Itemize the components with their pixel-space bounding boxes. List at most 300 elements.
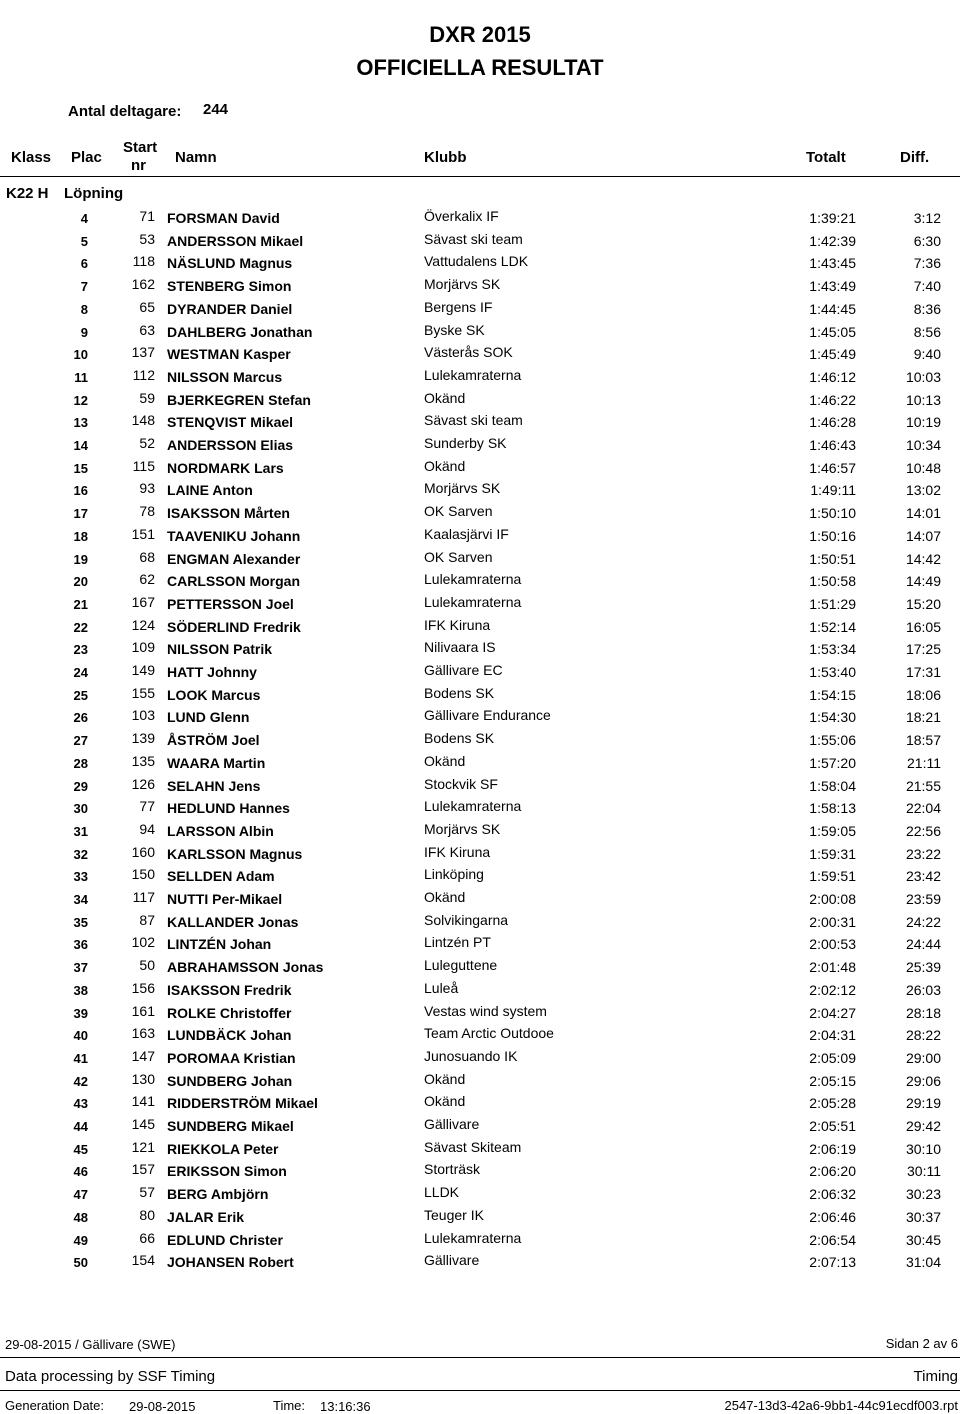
placement: 11 (74, 369, 88, 385)
placement: 33 (73, 869, 88, 885)
club-name: OK Sarven (424, 548, 493, 565)
time-diff: 23:42 (905, 868, 941, 885)
start-number: 50 (139, 957, 155, 974)
time-diff: 30:45 (905, 1231, 941, 1248)
result-row (0, 934, 960, 956)
result-row (0, 526, 960, 548)
athlete-name: WESTMAN Kasper (167, 346, 291, 363)
results-title: DXR 2015 (429, 22, 531, 47)
footer-divider-bottom (0, 1390, 960, 1391)
result-row (0, 889, 960, 911)
athlete-name: STENQVIST Mikael (167, 414, 294, 431)
time-diff: 17:25 (905, 641, 941, 658)
club-name: Gällivare (424, 1116, 480, 1132)
total-time: 1:46:28 (809, 414, 856, 431)
club-name: Västerås SOK (424, 344, 513, 361)
athlete-name: NÄSLUND Magnus (167, 255, 293, 272)
placement: 29 (73, 778, 88, 794)
club-name: Linköping (424, 866, 484, 883)
placement: 27 (73, 733, 88, 749)
time-diff: 21:11 (907, 754, 941, 771)
placement: 46 (73, 1164, 88, 1180)
total-time: 2:06:19 (809, 1140, 856, 1157)
placement: 48 (73, 1209, 88, 1225)
time-diff: 13:02 (905, 482, 941, 499)
club-name: Sävast ski team (424, 412, 523, 429)
total-time: 2:05:51 (809, 1118, 856, 1134)
placement: 19 (73, 551, 88, 567)
time-diff: 26:03 (905, 981, 941, 998)
placement: 38 (73, 982, 88, 998)
club-name: IFK Kiruna (424, 843, 491, 860)
club-name: IFK Kiruna (424, 616, 491, 633)
result-row (0, 957, 960, 979)
footer-date-place: 29-08-2015 / Gällivare (SWE) (5, 1337, 176, 1352)
total-time: 2:06:20 (809, 1163, 856, 1180)
placement: 45 (73, 1141, 88, 1157)
start-number: 163 (131, 1025, 155, 1042)
athlete-name: STENBERG Simon (167, 278, 292, 295)
result-row (0, 571, 960, 593)
result-row (0, 1003, 960, 1025)
placement: 6 (80, 256, 88, 272)
club-name: Gällivare (424, 1252, 480, 1269)
placement: 47 (73, 1187, 88, 1203)
total-time: 1:59:31 (809, 845, 856, 862)
total-time: 1:58:04 (809, 777, 856, 794)
placement: 5 (80, 233, 88, 249)
time-diff: 28:18 (905, 1004, 941, 1021)
placement: 50 (73, 1255, 88, 1271)
athlete-name: POROMAA Kristian (167, 1049, 296, 1066)
result-row (0, 776, 960, 798)
club-name: Teuger IK (424, 1206, 484, 1223)
time-diff: 10:03 (905, 368, 941, 385)
result-row (0, 299, 960, 321)
club-name: Okänd (424, 1093, 466, 1110)
total-time: 1:51:29 (809, 595, 856, 612)
club-name: Morjärvs SK (424, 276, 501, 293)
group-discipline: Löpning (64, 185, 124, 202)
total-time: 2:00:08 (809, 891, 856, 907)
athlete-name: ANDERSSON Mikael (167, 232, 304, 249)
athlete-name: ABRAHAMSSON Jonas (167, 959, 324, 976)
footer-divider-top (0, 1357, 960, 1358)
club-name: Luleå (424, 979, 459, 996)
athlete-name: DYRANDER Daniel (167, 300, 293, 317)
result-row (0, 1161, 960, 1183)
total-time: 2:05:28 (809, 1095, 856, 1112)
start-number: 148 (131, 412, 155, 429)
start-number: 156 (131, 979, 155, 996)
start-number: 130 (131, 1070, 155, 1087)
time-diff: 29:00 (905, 1049, 941, 1066)
start-number: 135 (131, 752, 155, 769)
time-diff: 23:59 (905, 891, 941, 907)
club-name: Morjärvs SK (424, 820, 501, 837)
start-number: 63 (139, 321, 155, 338)
total-time: 2:05:09 (809, 1049, 856, 1066)
club-name: Okänd (424, 457, 466, 474)
result-row (0, 1093, 960, 1115)
time-diff: 10:19 (905, 414, 941, 431)
start-number: 57 (139, 1184, 155, 1201)
start-number: 167 (131, 593, 155, 610)
total-time: 1:50:10 (809, 505, 856, 522)
placement: 14 (73, 438, 88, 453)
start-number: 150 (131, 866, 155, 883)
time-diff: 7:40 (913, 278, 941, 295)
athlete-name: RIDDERSTRÖM Mikael (167, 1095, 318, 1112)
total-time: 1:42:39 (809, 232, 856, 249)
result-row (0, 594, 960, 616)
club-name: Storträsk (424, 1161, 481, 1178)
athlete-name: CARLSSON Morgan (167, 573, 300, 590)
athlete-name: EDLUND Christer (167, 1231, 283, 1248)
col-start-nr: nr (131, 157, 146, 174)
club-name: Solvikingarna (424, 911, 509, 928)
athlete-name: ÅSTRÖM Joel (167, 732, 260, 749)
result-row (0, 866, 960, 888)
club-name: Okänd (424, 389, 466, 406)
club-name: OK Sarven (424, 503, 493, 520)
athlete-name: SÖDERLIND Fredrik (167, 618, 301, 635)
club-name: Bodens SK (424, 684, 495, 701)
result-row (0, 1207, 960, 1229)
start-number: 118 (132, 253, 155, 270)
club-name: Gällivare EC (424, 662, 503, 678)
athlete-name: BJERKEGREN Stefan (167, 391, 311, 408)
club-name: Lulekamraterna (424, 593, 522, 610)
start-number: 147 (131, 1047, 155, 1064)
time-diff: 10:48 (905, 459, 941, 476)
athlete-name: KALLANDER Jonas (167, 913, 299, 930)
placement: 25 (73, 687, 88, 703)
footer-page: Sidan 2 av 6 (885, 1336, 958, 1351)
result-row (0, 322, 960, 344)
placement: 18 (73, 528, 88, 544)
time-diff: 30:23 (905, 1186, 941, 1203)
athlete-name: LARSSON Albin (167, 822, 274, 839)
time-diff: 14:07 (905, 527, 941, 544)
athlete-name: TAAVENIKU Johann (167, 527, 301, 544)
total-time: 1:46:12 (809, 368, 856, 385)
time-diff: 22:56 (905, 822, 941, 839)
result-row (0, 730, 960, 752)
time-diff: 31:04 (905, 1254, 941, 1271)
start-number: 115 (132, 457, 155, 474)
total-time: 1:57:20 (809, 754, 856, 771)
time-diff: 8:56 (913, 323, 941, 340)
start-number: 59 (139, 389, 155, 406)
result-row (0, 1116, 960, 1138)
placement: 42 (73, 1073, 88, 1089)
time-diff: 17:31 (905, 664, 941, 680)
club-name: Bodens SK (424, 730, 495, 747)
club-name: Vestas wind system (424, 1002, 547, 1019)
time-diff: 15:20 (905, 595, 941, 612)
start-number: 62 (139, 571, 155, 588)
time-diff: 28:22 (905, 1027, 941, 1044)
result-row (0, 458, 960, 480)
start-number: 87 (139, 911, 155, 928)
placement: 36 (73, 937, 88, 953)
time-label: Time: (273, 1398, 306, 1413)
start-number: 117 (132, 889, 155, 905)
result-row (0, 1230, 960, 1252)
total-time: 1:46:57 (809, 459, 856, 476)
total-time: 1:49:11 (810, 482, 856, 499)
time-diff: 10:34 (905, 437, 941, 453)
club-name: Sävast ski team (424, 230, 523, 247)
placement: 26 (73, 710, 88, 726)
placement: 30 (73, 801, 88, 817)
result-row (0, 480, 960, 502)
total-time: 1:54:15 (809, 686, 856, 703)
club-name: Sunderby SK (424, 435, 507, 451)
time-diff: 22:04 (905, 800, 941, 817)
time-diff: 7:36 (913, 255, 941, 272)
time-diff: 8:36 (913, 300, 941, 317)
result-row (0, 344, 960, 366)
time-value: 13:16:36 (320, 1399, 371, 1414)
time-diff: 16:05 (905, 618, 941, 635)
col-start: Start (123, 139, 158, 156)
club-name: Lulekamraterna (424, 1229, 522, 1246)
club-name: Lintzén PT (424, 934, 491, 951)
total-time: 1:53:34 (809, 641, 856, 658)
time-diff: 24:44 (905, 936, 941, 953)
start-number: 155 (131, 684, 155, 701)
time-diff: 9:40 (913, 346, 941, 363)
start-number: 102 (131, 934, 155, 951)
athlete-name: LUNDBÄCK Johan (167, 1027, 292, 1044)
col-plac: Plac (71, 149, 102, 166)
start-number: 66 (139, 1229, 155, 1246)
start-number: 124 (131, 616, 155, 633)
athlete-name: SUNDBERG Johan (167, 1072, 293, 1089)
result-row (0, 753, 960, 775)
placement: 34 (73, 892, 88, 907)
placement: 21 (73, 596, 88, 612)
time-diff: 29:19 (905, 1095, 941, 1112)
start-number: 126 (131, 775, 155, 792)
footer-data-processing: Data processing by SSF Timing (5, 1368, 216, 1385)
total-time: 2:00:53 (809, 936, 856, 953)
placement: 32 (73, 846, 88, 862)
placement: 24 (73, 665, 88, 680)
total-time: 1:59:51 (809, 868, 856, 885)
total-time: 2:06:32 (809, 1186, 856, 1203)
club-name: Luleguttene (424, 957, 498, 974)
start-number: 109 (131, 639, 155, 656)
time-diff: 3:12 (913, 210, 941, 226)
athlete-name: ENGMAN Alexander (167, 550, 301, 567)
result-row (0, 276, 960, 298)
generation-date-value: 29-08-2015 (129, 1399, 196, 1414)
placement: 7 (80, 279, 88, 295)
athlete-name: SELAHN Jens (167, 777, 261, 794)
athlete-name: ROLKE Christoffer (167, 1004, 292, 1021)
placement: 43 (73, 1096, 88, 1112)
total-time: 1:59:05 (809, 822, 856, 839)
start-number: 103 (131, 707, 155, 724)
club-name: Junosuando IK (424, 1047, 518, 1064)
athlete-name: FORSMAN David (167, 210, 280, 226)
athlete-name: RIEKKOLA Peter (167, 1140, 279, 1157)
result-row (0, 1048, 960, 1070)
result-row (0, 617, 960, 639)
athlete-name: JALAR Erik (167, 1208, 245, 1225)
total-time: 1:46:22 (809, 391, 856, 408)
result-row (0, 367, 960, 389)
total-time: 1:54:30 (809, 709, 856, 726)
col-klass: Klass (11, 149, 52, 166)
result-row (0, 1071, 960, 1093)
result-row (0, 707, 960, 729)
start-number: 141 (131, 1093, 155, 1110)
result-row (0, 208, 960, 230)
placement: 35 (73, 914, 88, 930)
start-number: 53 (139, 230, 155, 247)
result-row (0, 639, 960, 661)
club-name: Okänd (424, 1070, 466, 1087)
result-row (0, 1139, 960, 1161)
club-name: Vattudalens LDK (424, 253, 529, 270)
athlete-name: HATT Johnny (167, 664, 257, 680)
start-number: 157 (131, 1161, 155, 1178)
total-time: 1:45:05 (809, 323, 856, 340)
placement: 8 (80, 301, 88, 317)
time-diff: 24:22 (905, 913, 941, 930)
time-diff: 29:42 (905, 1118, 941, 1134)
start-number: 78 (139, 503, 155, 520)
result-row (0, 980, 960, 1002)
club-name: Nilivaara IS (424, 639, 496, 656)
total-time: 2:00:31 (809, 913, 856, 930)
placement: 12 (73, 392, 88, 408)
time-diff: 10:13 (905, 391, 941, 408)
start-number: 139 (131, 730, 155, 747)
club-name: LLDK (424, 1184, 460, 1201)
result-row (0, 685, 960, 707)
total-time: 1:45:49 (809, 346, 856, 363)
total-time: 2:07:13 (809, 1254, 856, 1271)
athlete-name: DAHLBERG Jonathan (167, 323, 313, 340)
placement: 13 (73, 415, 88, 431)
club-name: Stockvik SF (424, 775, 498, 792)
start-number: 149 (131, 662, 155, 678)
result-row (0, 844, 960, 866)
total-time: 2:06:54 (809, 1231, 856, 1248)
result-row (0, 231, 960, 253)
athlete-name: LOOK Marcus (167, 686, 261, 703)
club-name: Okänd (424, 752, 466, 769)
club-name: Lulekamraterna (424, 366, 522, 383)
total-time: 2:04:31 (809, 1027, 856, 1044)
club-name: Team Arctic Outdooe (424, 1025, 554, 1042)
athlete-name: NUTTI Per-Mikael (167, 891, 283, 907)
placement: 16 (73, 483, 88, 499)
results-subtitle: OFFICIELLA RESULTAT (356, 55, 604, 80)
athlete-name: SUNDBERG Mikael (167, 1118, 294, 1134)
athlete-name: LINTZÉN Johan (167, 936, 272, 953)
club-name: Byske SK (424, 321, 485, 338)
start-number: 94 (139, 820, 155, 837)
placement: 23 (73, 642, 88, 658)
club-name: Överkalix IF (424, 208, 499, 224)
generation-date-label: Generation Date: (5, 1398, 105, 1413)
total-time: 1:53:40 (809, 664, 856, 680)
athlete-name: NORDMARK Lars (167, 459, 284, 476)
athlete-name: ERIKSSON Simon (167, 1163, 287, 1180)
start-number: 68 (139, 548, 155, 565)
start-number: 112 (132, 366, 155, 383)
athlete-name: SELLDEN Adam (167, 868, 275, 885)
athlete-name: BERG Ambjörn (167, 1186, 269, 1203)
report-id: 2547-13d3-42a6-9bb1-44c91ecdf003.rpt (724, 1398, 958, 1413)
start-number: 121 (131, 1138, 155, 1155)
placement: 15 (73, 460, 88, 476)
athlete-name: JOHANSEN Robert (167, 1254, 294, 1271)
footer-timing: Timing (913, 1368, 958, 1385)
club-name: Lulekamraterna (424, 798, 522, 815)
athlete-name: LAINE Anton (167, 482, 253, 499)
total-time: 1:43:49 (809, 278, 856, 295)
placement: 10 (73, 347, 88, 363)
start-number: 145 (131, 1116, 155, 1132)
col-diff: Diff. (900, 149, 930, 166)
result-row (0, 821, 960, 843)
total-time: 2:06:46 (809, 1208, 856, 1225)
time-diff: 30:10 (905, 1140, 941, 1157)
placement: 44 (73, 1119, 88, 1134)
time-diff: 25:39 (905, 959, 941, 976)
time-diff: 30:11 (907, 1163, 941, 1180)
placement: 17 (73, 506, 88, 522)
total-time: 1:58:13 (809, 800, 856, 817)
total-time: 1:39:21 (809, 210, 856, 226)
total-time: 1:50:51 (809, 550, 856, 567)
time-diff: 14:42 (905, 550, 941, 567)
total-time: 1:44:45 (809, 300, 856, 317)
start-number: 154 (131, 1252, 155, 1269)
placement: 40 (73, 1028, 88, 1044)
time-diff: 23:22 (905, 845, 941, 862)
club-name: Lulekamraterna (424, 571, 522, 588)
participants-label: Antal deltagare: (68, 103, 182, 120)
result-row (0, 549, 960, 571)
col-totalt: Totalt (806, 149, 846, 166)
placement: 49 (73, 1232, 88, 1248)
participants-count: 244 (203, 101, 229, 118)
placement: 28 (73, 755, 88, 771)
time-diff: 14:49 (905, 573, 941, 590)
placement: 31 (73, 823, 88, 839)
start-number: 52 (139, 435, 155, 451)
start-number: 151 (131, 525, 155, 542)
start-number: 162 (131, 276, 155, 293)
total-time: 2:05:15 (809, 1072, 856, 1089)
athlete-name: WAARA Martin (167, 754, 266, 771)
placement: 37 (73, 960, 88, 976)
club-name: Gällivare Endurance (424, 707, 551, 724)
start-number: 65 (139, 298, 155, 315)
total-time: 1:50:16 (809, 527, 856, 544)
start-number: 77 (139, 798, 155, 815)
athlete-name: ISAKSSON Mårten (167, 505, 290, 522)
col-klubb: Klubb (424, 149, 467, 166)
